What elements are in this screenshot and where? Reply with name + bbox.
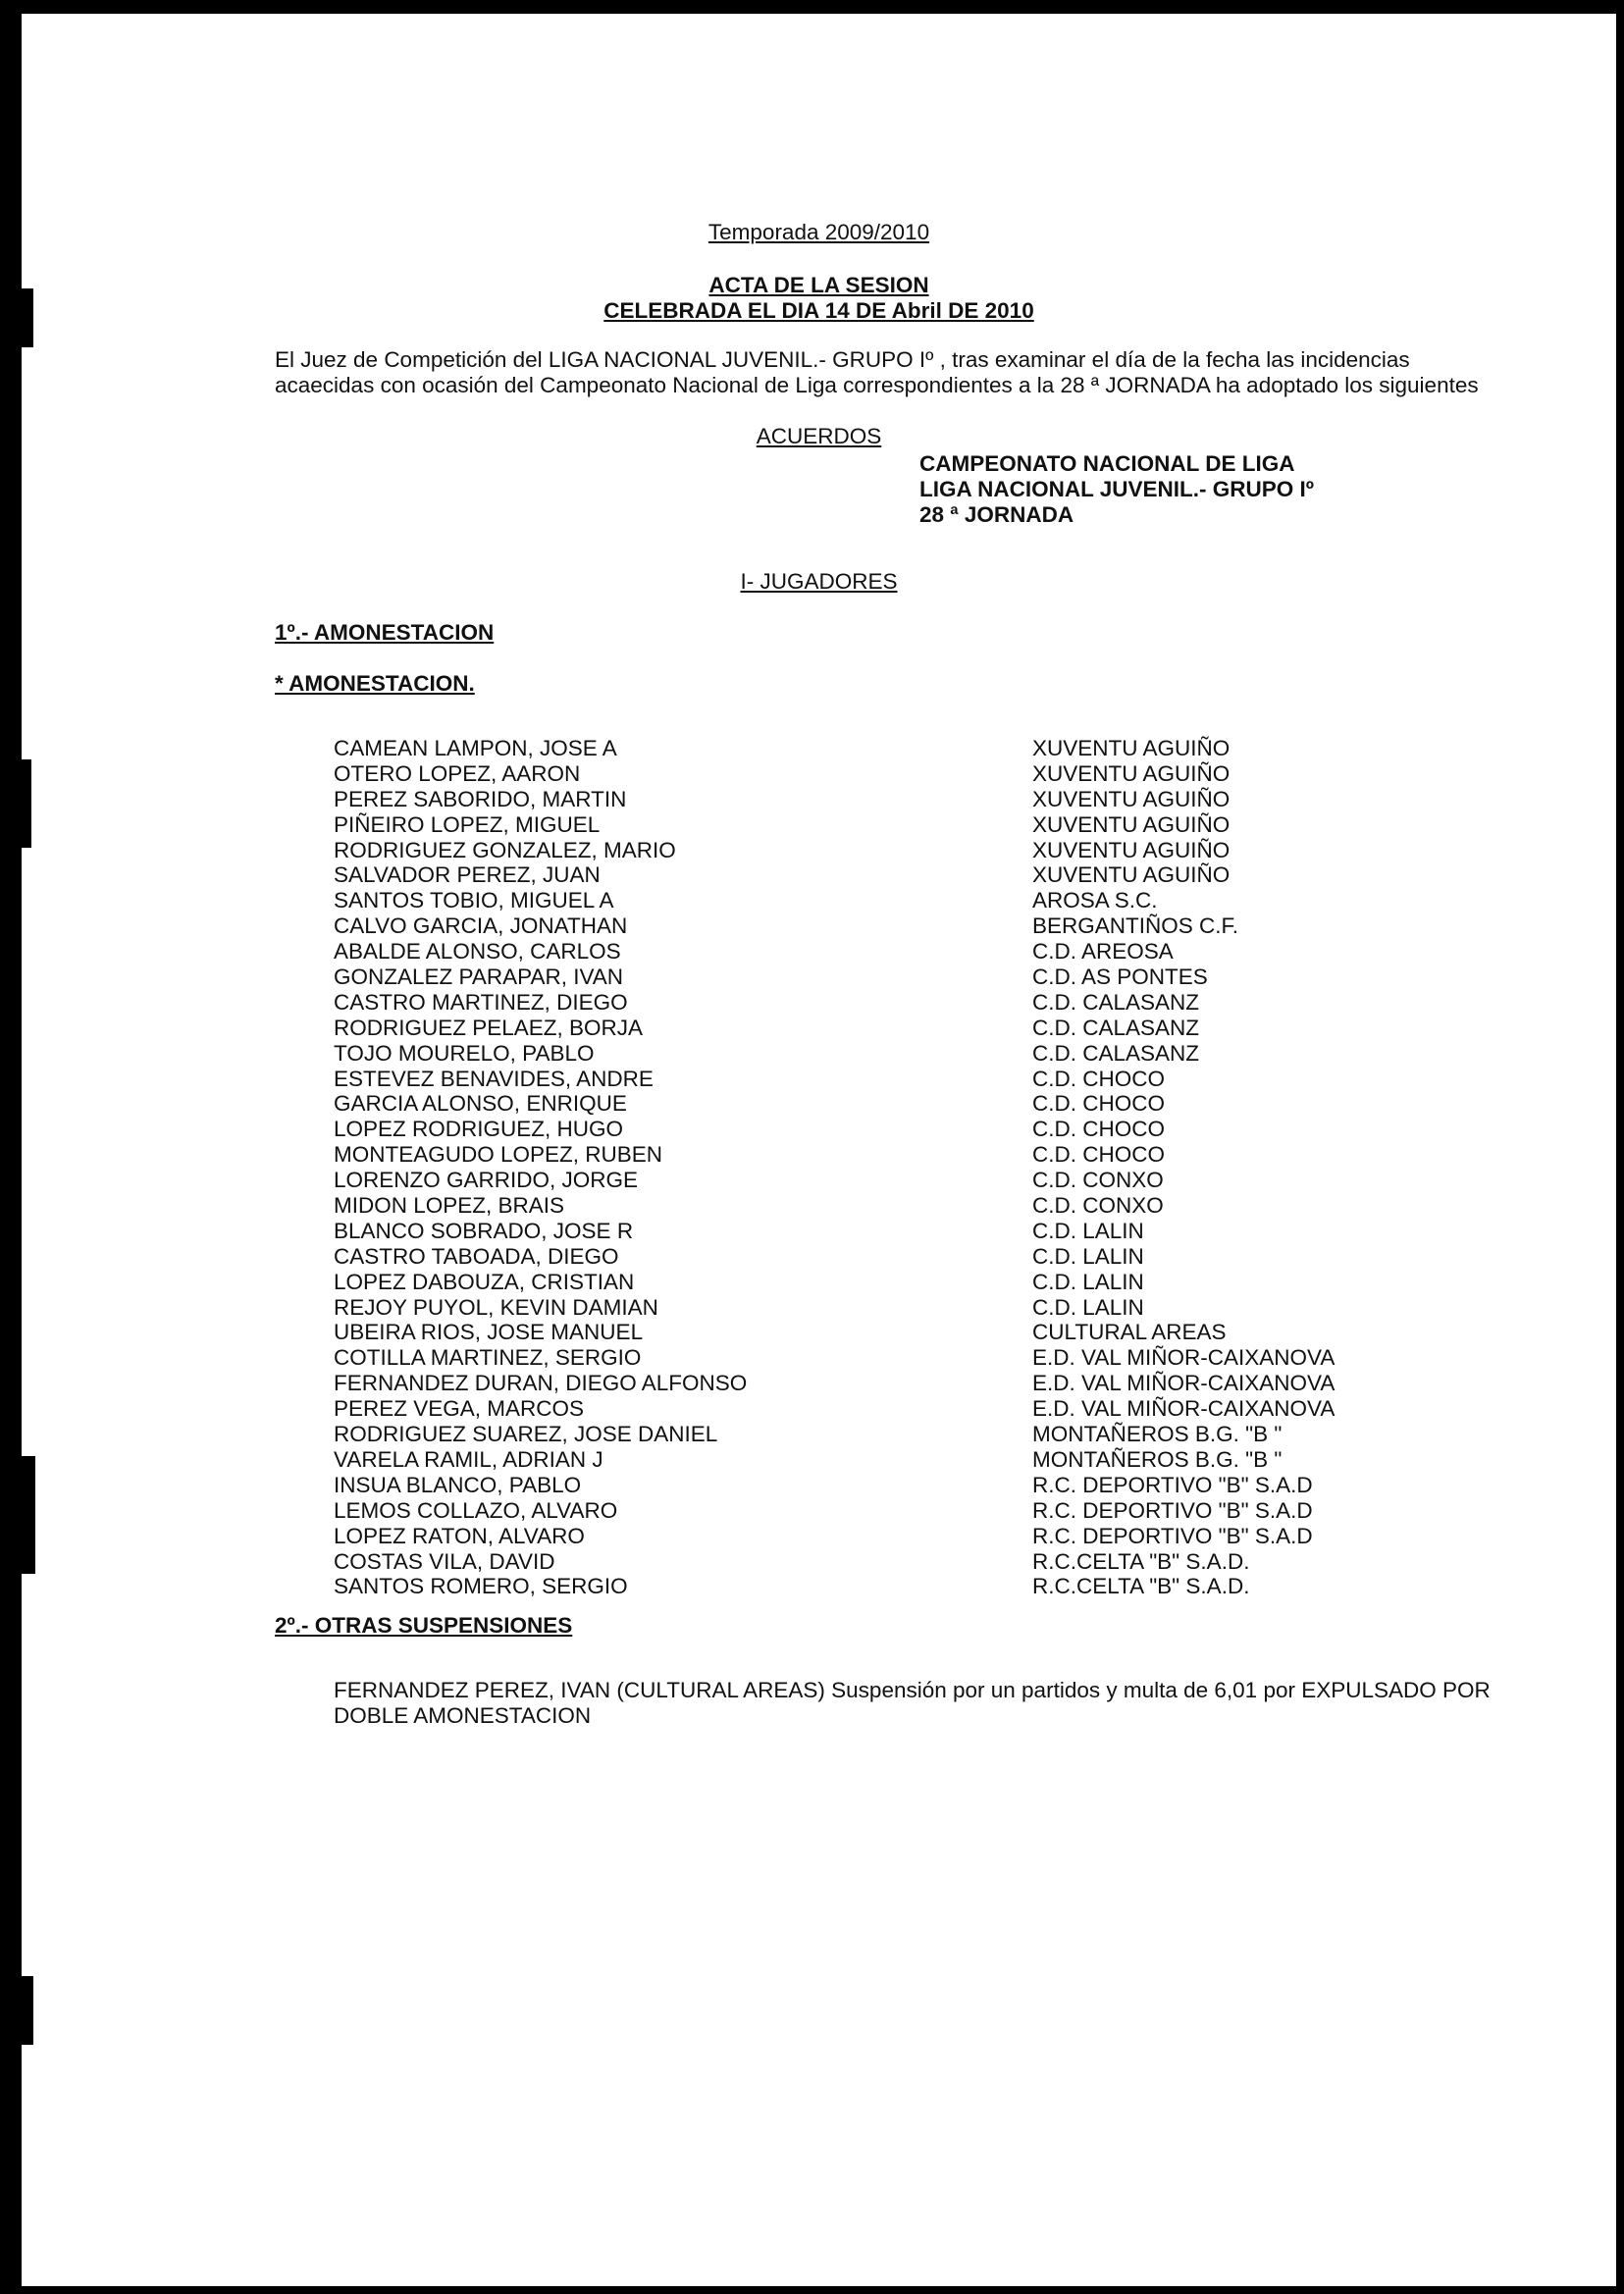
acta-title: ACTA DE LA SESION [708,273,929,297]
player-name: CASTRO TABOADA, DIEGO [334,1243,619,1269]
player-name: SALVADOR PEREZ, JUAN [334,862,601,888]
player-name: MIDON LOPEZ, BRAIS [334,1193,565,1219]
list-item [22,913,1616,939]
club-name: R.C. DEPORTIVO "B" S.A.D [1032,1497,1313,1523]
club-name: R.C. DEPORTIVO "B" S.A.D [1032,1523,1313,1548]
club-name: MONTAÑEROS B.G. "B " [1032,1422,1283,1447]
club-name: C.D. LALIN [1032,1294,1144,1320]
player-name: RODRIGUEZ PELAEZ, BORJA [334,1015,644,1040]
document-page [22,14,1616,2286]
list-item [22,1422,1616,1447]
list-item [22,1016,1616,1041]
player-name: PEREZ VEGA, MARCOS [334,1396,585,1422]
club-name: C.D. LALIN [1032,1218,1144,1243]
league-name: LIGA NACIONAL JUVENIL.- GRUPO Iº [919,477,1314,501]
club-name: XUVENTU AGUIÑO [1032,862,1231,888]
list-item [22,965,1616,990]
list-item [22,939,1616,965]
player-name: VARELA RAMIL, ADRIAN J [334,1446,603,1472]
club-name: AROSA S.C. [1032,888,1158,913]
acuerdos-label: ACUERDOS [756,424,882,448]
list-item [22,1549,1616,1575]
club-name: E.D. VAL MIÑOR-CAIXANOVA [1032,1345,1336,1371]
intro-line: El Juez de Competición del LIGA NACIONAL JUVENIL.- GRUPO Iº , tras examinar el día de la fecha las incidencias [275,347,1410,372]
player-name: PEREZ SABORIDO, MARTIN [334,786,627,811]
club-name: C.D. CONXO [1032,1168,1164,1193]
player-name: CAMEAN LAMPON, JOSE A [334,736,617,760]
player-name: CASTRO MARTINEZ, DIEGO [334,989,628,1015]
otras-line: FERNANDEZ PEREZ, IVAN (CULTURAL AREAS) Suspensión por un partidos y multa de 6,01 por EXPULSADO POR [334,1678,1491,1702]
round-name: 28 ª JORNADA [919,502,1074,527]
player-name: LEMOS COLLAZO, ALVARO [334,1497,618,1523]
player-name: LOPEZ RODRIGUEZ, HUGO [334,1117,624,1142]
otras-heading: 2º.- OTRAS SUSPENSIONES [275,1613,573,1638]
club-name: E.D. VAL MIÑOR-CAIXANOVA [1032,1371,1336,1396]
list-item [22,990,1616,1016]
player-name: LOPEZ RATON, ALVARO [334,1523,585,1548]
competition-name: CAMPEONATO NACIONAL DE LIGA [919,451,1295,476]
club-name: C.D. CHOCO [1032,1142,1165,1168]
club-name: C.D. CALASANZ [1032,1015,1200,1040]
player-name: UBEIRA RIOS, JOSE MANUEL [334,1320,644,1345]
player-name: COTILLA MARTINEZ, SERGIO [334,1345,642,1371]
club-name: C.D. CALASANZ [1032,1040,1200,1066]
players-section-title: I- JUGADORES [740,569,898,594]
club-name: C.D. CHOCO [1032,1091,1165,1117]
club-name: C.D. LALIN [1032,1269,1144,1294]
list-item [22,812,1616,838]
list-item [22,1117,1616,1142]
player-name: PIÑEIRO LOPEZ, MIGUEL [334,811,601,837]
club-name: XUVENTU AGUIÑO [1032,760,1231,786]
intro-line: acaecidas con ocasión del Campeonato Nacional de Liga correspondientes a la 28 ª JORNADA ha adoptado los siguientes [275,373,1479,397]
club-name: CULTURAL AREAS [1032,1320,1227,1345]
amonestacion-heading: 1º.- AMONESTACION [275,620,495,645]
list-item [22,838,1616,863]
list-item [22,1447,1616,1473]
season-title: Temporada 2009/2010 [707,220,930,244]
list-item [22,1473,1616,1498]
list-item [22,1320,1616,1345]
list-item [22,1142,1616,1168]
club-name: R.C. DEPORTIVO "B" S.A.D [1032,1472,1313,1497]
list-item [22,862,1616,888]
list-item [22,787,1616,812]
player-name: FERNANDEZ DURAN, DIEGO ALFONSO [334,1371,748,1396]
club-name: C.D. AREOSA [1032,939,1174,965]
list-item [22,761,1616,787]
list-item [22,1168,1616,1193]
otras-line: DOBLE AMONESTACION [334,1703,592,1728]
player-name: MONTEAGUDO LOPEZ, RUBEN [334,1142,663,1168]
player-name: RODRIGUEZ SUAREZ, JOSE DANIEL [334,1422,718,1447]
list-item [22,1345,1616,1371]
player-name: GONZALEZ PARAPAR, IVAN [334,965,624,990]
club-name: R.C.CELTA "B" S.A.D. [1032,1548,1250,1574]
player-name: ABALDE ALONSO, CARLOS [334,939,621,965]
club-name: C.D. CONXO [1032,1193,1164,1219]
intro-paragraph [275,347,1550,398]
club-name: C.D. CHOCO [1032,1117,1165,1142]
amonestacion-subheading: * AMONESTACION. [275,671,475,696]
list-item [22,1524,1616,1549]
club-name: XUVENTU AGUIÑO [1032,811,1231,837]
list-item [22,1091,1616,1117]
player-name: TOJO MOURELO, PABLO [334,1040,595,1066]
player-name: RODRIGUEZ GONZALEZ, MARIO [334,837,676,862]
player-name: INSUA BLANCO, PABLO [334,1472,582,1497]
club-name: XUVENTU AGUIÑO [1032,786,1231,811]
player-name: COSTAS VILA, DAVID [334,1548,555,1574]
player-name: LOPEZ DABOUZA, CRISTIAN [334,1269,635,1294]
player-name: GARCIA ALONSO, ENRIQUE [334,1091,627,1117]
sanctions-list [22,736,1616,1599]
scan-edge-mark [22,1976,33,2045]
list-item [22,1574,1616,1599]
club-name: MONTAÑEROS B.G. "B " [1032,1446,1283,1472]
player-name: LORENZO GARRIDO, JORGE [334,1168,639,1193]
player-name: BLANCO SOBRADO, JOSE R [334,1218,634,1243]
club-name: R.C.CELTA "B" S.A.D. [1032,1574,1250,1599]
list-item [22,888,1616,913]
list-item [22,1067,1616,1092]
list-item [22,1371,1616,1396]
list-item [22,1270,1616,1295]
club-name: C.D. CALASANZ [1032,989,1200,1015]
player-name: REJOY PUYOL, KEVIN DAMIAN [334,1294,658,1320]
list-item [22,736,1616,761]
list-item [22,1244,1616,1270]
list-item [22,1193,1616,1219]
club-name: E.D. VAL MIÑOR-CAIXANOVA [1032,1396,1336,1422]
list-item [22,1498,1616,1524]
otras-text [334,1678,1550,1729]
club-name: XUVENTU AGUIÑO [1032,736,1231,760]
list-item [22,1396,1616,1422]
player-name: ESTEVEZ BENAVIDES, ANDRE [334,1066,654,1091]
list-item [22,1295,1616,1321]
list-item [22,1041,1616,1067]
club-name: BERGANTIÑOS C.F. [1032,913,1239,939]
list-item [22,1219,1616,1244]
club-name: C.D. LALIN [1032,1243,1144,1269]
acta-date: CELEBRADA EL DIA 14 DE Abril DE 2010 [603,298,1034,323]
player-name: CALVO GARCIA, JONATHAN [334,913,628,939]
player-name: SANTOS TOBIO, MIGUEL A [334,888,614,913]
club-name: C.D. CHOCO [1032,1066,1165,1091]
club-name: XUVENTU AGUIÑO [1032,837,1231,862]
player-name: SANTOS ROMERO, SERGIO [334,1574,628,1599]
player-name: OTERO LOPEZ, AARON [334,760,581,786]
club-name: C.D. AS PONTES [1032,965,1208,990]
